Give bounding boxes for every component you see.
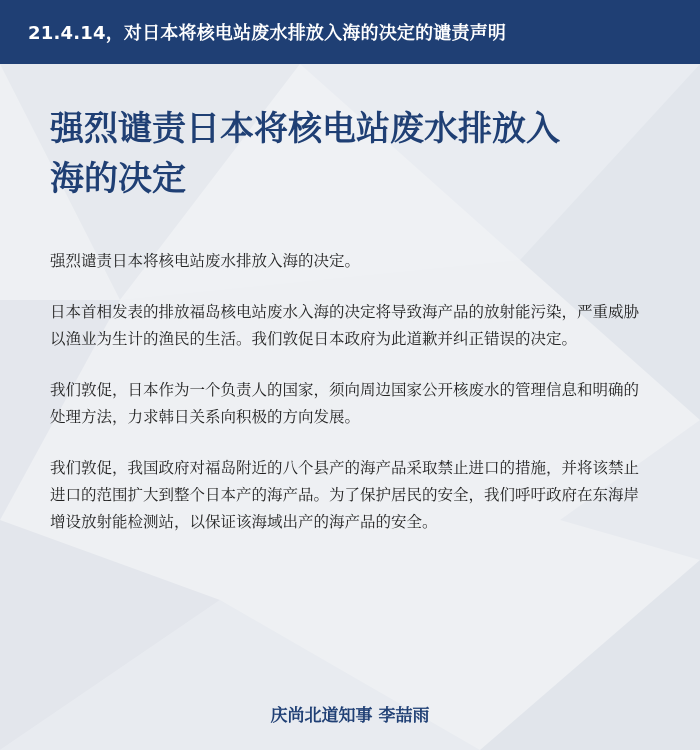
header-title: 21.4.14，对日本将核电站废水排放入海的决定的谴责声明 xyxy=(28,23,507,44)
paragraph: 我们敦促，日本作为一个负责人的国家，须向周边国家公开核废水的管理信息和明确的处理方法，力求韩日关系向积极的方向发展。 xyxy=(50,381,640,426)
header-bar xyxy=(0,0,700,64)
page-title-line-2: 海的决定 xyxy=(50,159,186,199)
paragraph: 日本首相发表的排放福岛核电站废水入海的决定将导致海产品的放射能污染，严重威胁以渔业为生计的渔民的生活。我们敦促日本政府为此道歉并纠正错误的决定。 xyxy=(50,303,640,348)
page-title-line-1: 强烈谴责日本将核电站废水排放入 xyxy=(50,109,560,149)
signature: 庆尚北道知事 李喆雨 xyxy=(270,706,430,726)
statement-body xyxy=(50,248,648,560)
page-title xyxy=(50,104,650,204)
paragraph: 强烈谴责日本将核电站废水排放入海的决定。 xyxy=(50,252,361,270)
paragraph: 我们敦促，我国政府对福岛附近的八个县产的海产品采取禁止进口的措施，并将该禁止进口的范围扩大到整个日本产的海产品。为了保护居民的安全，我们呼吁政府在东海岸增设放射能检测站，以保证该海域出产的海产品的安全。 xyxy=(50,459,640,531)
